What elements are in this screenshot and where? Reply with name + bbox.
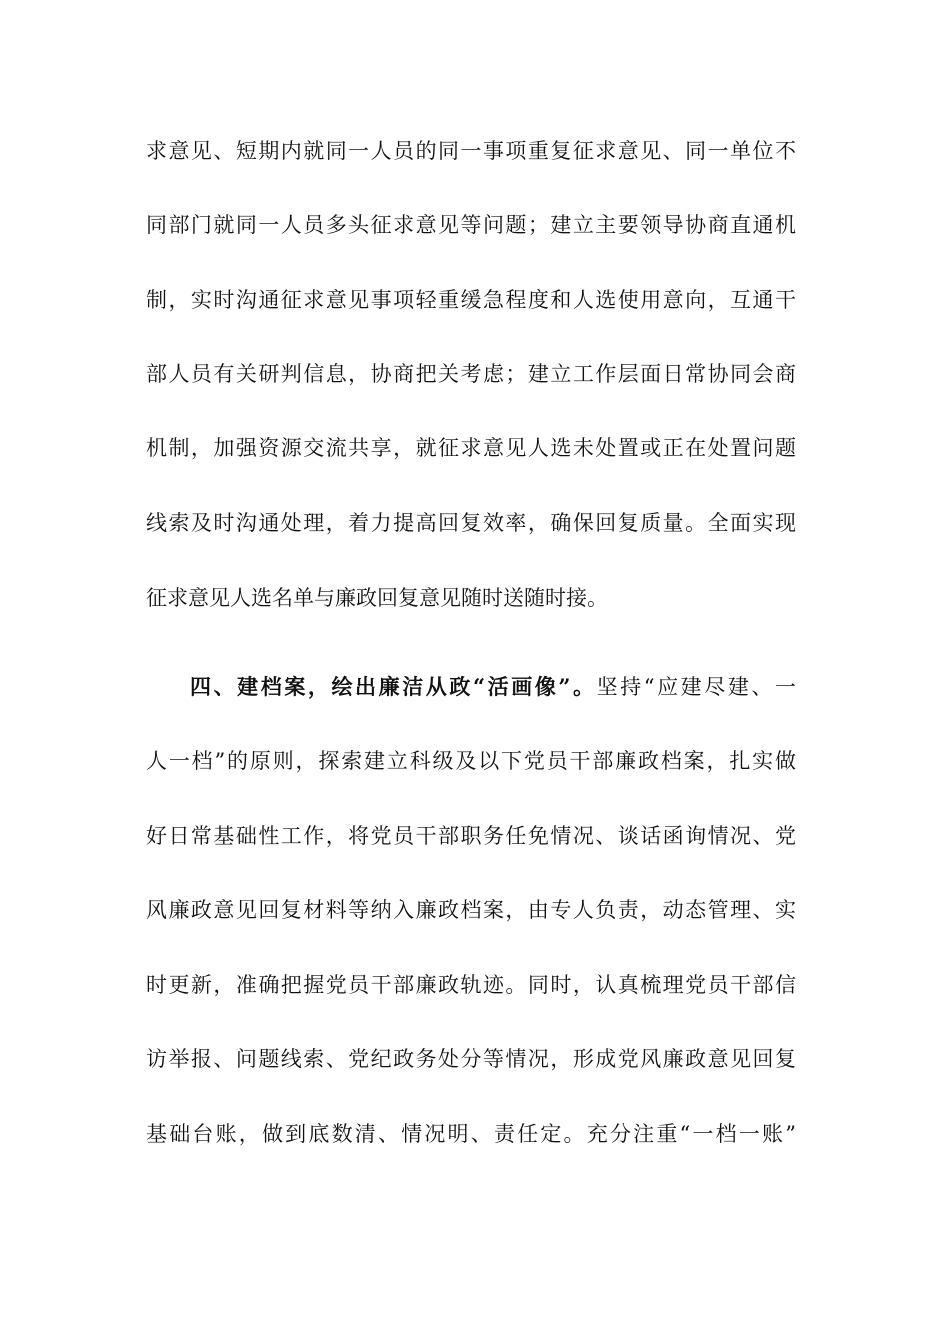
text-line: 人一档”的原则，探索建立科级及以下党员干部廉政档案，扎实做 bbox=[146, 749, 796, 773]
text-line: 征求意见人选名单与廉政回复意见随时送随时接。 bbox=[146, 586, 608, 610]
text-line: 基础台账，做到底数清、情况明、责任定。充分注重“一档一账” bbox=[146, 1122, 796, 1146]
text-line: 时更新，准确把握党员干部廉政轨迹。同时，认真梳理党员干部信 bbox=[146, 973, 796, 997]
text-line: 线索及时沟通处理，着力提高回复效率，确保回复质量。全面实现 bbox=[146, 511, 796, 535]
text-fragment: 坚持“应建尽建、一 bbox=[596, 675, 796, 699]
section-heading-line bbox=[190, 667, 796, 707]
text-line: 同部门就同一人员多头征求意见等问题；建立主要领导协商直通机 bbox=[146, 213, 796, 237]
text-line: 好日常基础性工作，将党员干部职务任免情况、谈话函询情况、党 bbox=[146, 824, 796, 848]
text-line: 风廉政意见回复材料等纳入廉政档案，由专人负责，动态管理、实 bbox=[146, 898, 796, 922]
text-line: 制，实时沟通征求意见事项轻重缓急程度和人选使用意向，互通干 bbox=[146, 288, 796, 312]
text-line: 访举报、问题线索、党纪政务处分等情况，形成党风廉政意见回复 bbox=[146, 1047, 796, 1071]
section-heading: 四、建档案，绘出廉洁从政“活画像”。 bbox=[190, 674, 597, 699]
text-line: 机制，加强资源交流共享，就征求意见人选未处置或正在处置问题 bbox=[146, 436, 796, 460]
text-line: 部人员有关研判信息，协商把关考虑；建立工作层面日常协同会商 bbox=[146, 362, 796, 386]
text-line: 求意见、短期内就同一人员的同一事项重复征求意见、同一单位不 bbox=[146, 139, 796, 163]
